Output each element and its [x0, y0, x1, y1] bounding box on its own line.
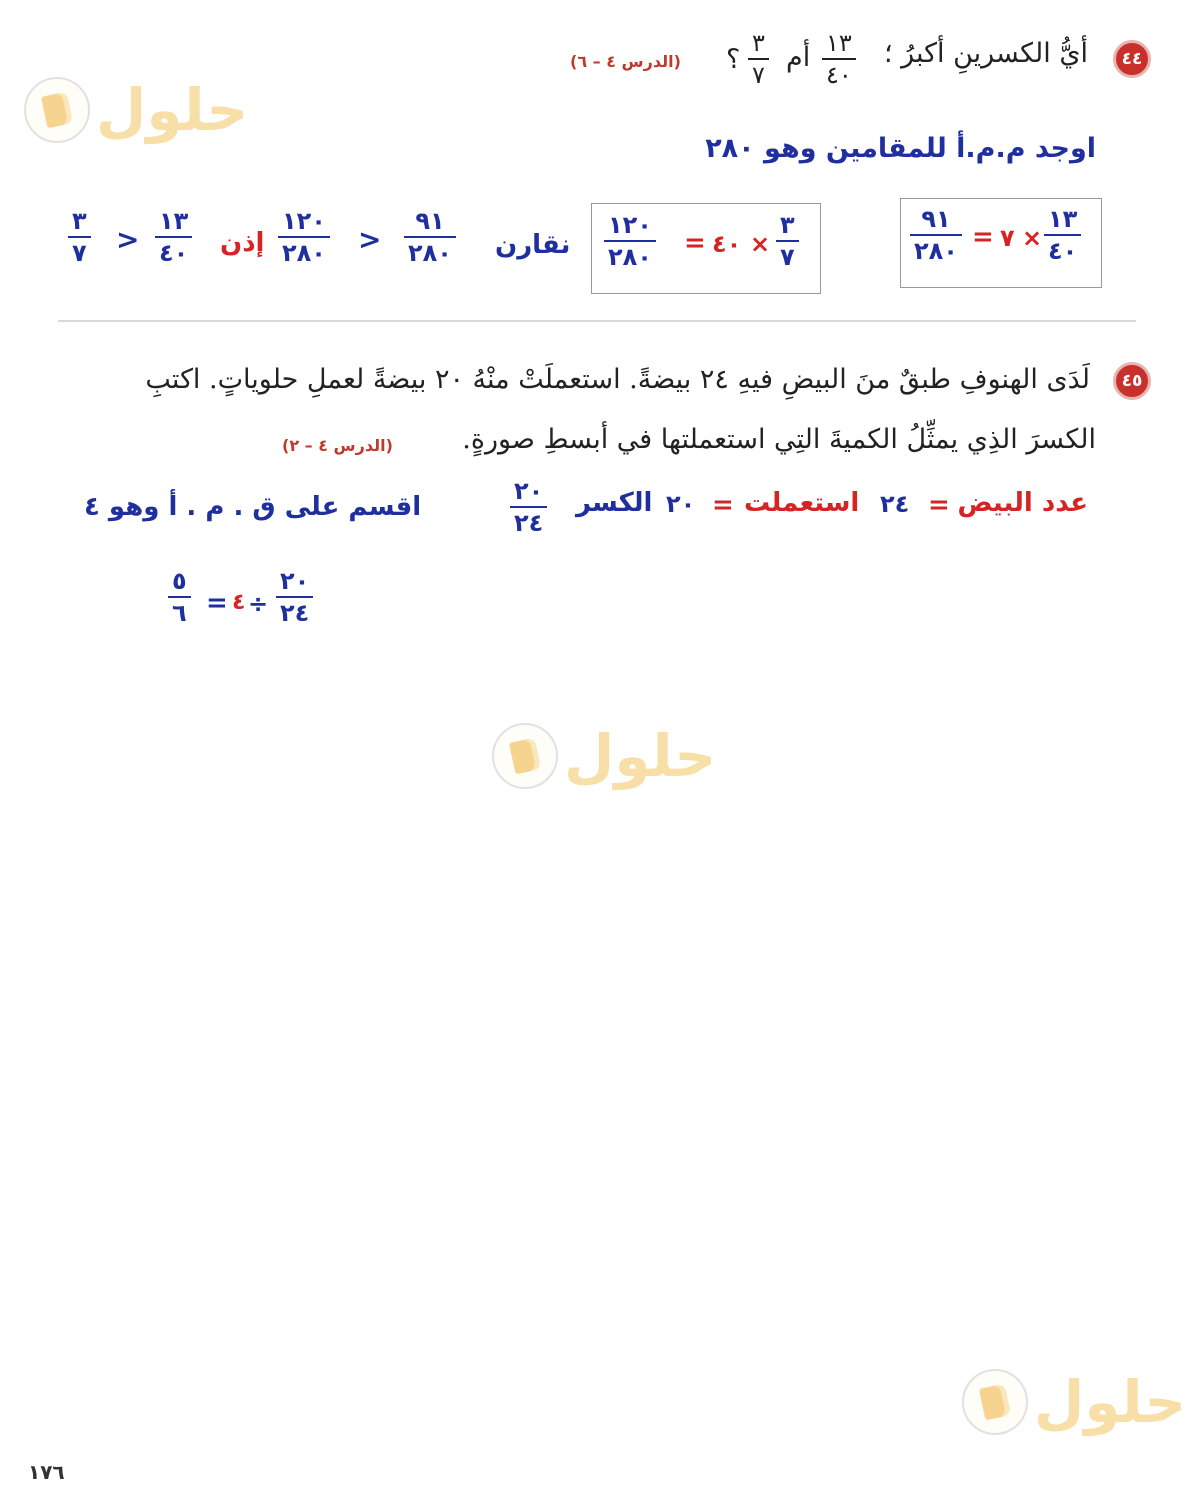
- watermark-text: حلول: [1034, 1368, 1187, 1436]
- used-fraction: ٢٠ ٢٤: [510, 476, 547, 538]
- question-number-badge: ٤٤: [1113, 40, 1151, 78]
- or-word: أم: [786, 42, 811, 73]
- equals-sign: =: [684, 228, 706, 258]
- times-sign: ×: [1022, 224, 1043, 252]
- page-number: ١٧٦: [28, 1460, 65, 1484]
- used-value: ٢٠: [666, 490, 696, 518]
- lcd-statement: اوجد م.م.أ للمقامين وهو ٢٨٠: [705, 133, 1096, 164]
- question-fraction-a: ١٣ ٤٠: [822, 28, 856, 90]
- book-icon: [962, 1369, 1028, 1435]
- times-sign: ×: [750, 230, 771, 258]
- book-icon: [492, 723, 558, 789]
- therefore-word: إذن: [220, 228, 265, 258]
- fraction-label: الكسر: [576, 488, 653, 518]
- watermark-logo: [962, 1368, 1186, 1436]
- equals-sign: =: [206, 588, 228, 618]
- compare-word: نقارن: [495, 230, 571, 260]
- book-icon: [24, 77, 90, 143]
- equals-sign: =: [712, 490, 734, 520]
- question-text: أيُّ الكسرينِ أكبرُ ؛: [883, 38, 1088, 69]
- compare-left-fraction: ٩١ ٢٨٠: [404, 206, 456, 268]
- comparison-sign: >: [358, 223, 382, 256]
- final-comparison-sign: >: [116, 223, 140, 256]
- box1-result-fraction: ٩١ ٢٨٠: [910, 204, 962, 266]
- calc-fraction: ٢٠ ٢٤: [276, 566, 313, 628]
- box2-fraction: ٣ ٧: [776, 210, 799, 272]
- watermark-logo: [492, 722, 716, 790]
- lesson-reference: (الدرس ٤ – ٢): [282, 436, 393, 455]
- division-sign: ÷: [248, 590, 269, 618]
- question-fraction-b: ٣ ٧: [748, 28, 769, 90]
- section-divider: [58, 320, 1136, 322]
- divisor: ٤: [232, 590, 246, 615]
- used-label: استعملت: [744, 488, 860, 518]
- watermark-logo: [24, 76, 248, 144]
- compare-right-fraction: ١٢٠ ٢٨٠: [278, 206, 330, 268]
- lesson-reference: (الدرس ٤ – ٦): [570, 52, 681, 71]
- question-mark: ؟: [726, 44, 741, 75]
- equals-sign: =: [972, 222, 994, 252]
- eggs-value: ٢٤: [880, 490, 910, 518]
- result-fraction: ٥ ٦: [168, 566, 191, 628]
- box2-factor: ٤٠: [712, 230, 742, 258]
- equals-sign: =: [928, 490, 950, 520]
- box1-factor: ٧: [1000, 224, 1015, 252]
- final-fraction-b: ٣ ٧: [68, 206, 91, 268]
- question-text-line-1: لَدَى الهنوفِ طبقٌ منَ البيضِ فيهِ ٢٤ بيضةً. استعملَتْ منْهُ ٢٠ بيضةً لعملِ حلوياتٍ. اكتبِ: [145, 364, 1090, 395]
- divide-instruction: اقسم على ق . م . أ وهو ٤: [84, 492, 422, 522]
- box2-result-fraction: ١٢٠ ٢٨٠: [604, 210, 656, 272]
- final-fraction-a: ١٣ ٤٠: [155, 206, 192, 268]
- question-number-badge: ٤٥: [1113, 362, 1151, 400]
- question-text-line-2: الكسرَ الذِي يمثِّلُ الكميةَ التِي استعملتها في أبسطِ صورةٍ.: [462, 424, 1096, 455]
- eggs-label: عدد البيض: [957, 488, 1088, 518]
- watermark-text: حلول: [564, 722, 717, 790]
- box1-fraction: ١٣ ٤٠: [1044, 204, 1081, 266]
- watermark-text: حلول: [96, 76, 249, 144]
